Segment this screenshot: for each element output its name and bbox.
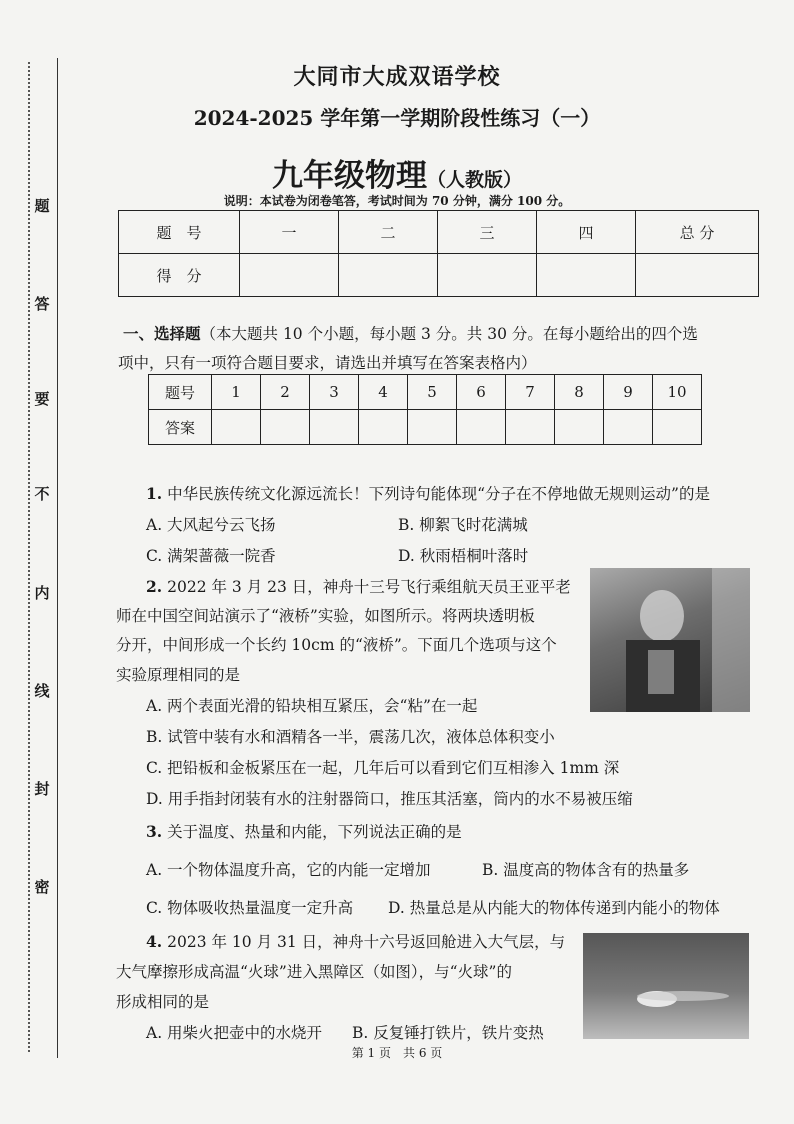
q2-line4: 实验原理相同的是 [116,666,241,684]
score-input-cell[interactable] [438,254,537,297]
answer-number: 10 [653,375,702,410]
answer-input-cell[interactable] [653,410,702,445]
q1-number: 1. [146,484,163,503]
edition-label: （人教版） [426,169,522,191]
q1-option-d: D. 秋雨梧桐叶落时 [398,547,529,565]
liquid-bridge-photo [590,568,750,712]
q3-option-b: B. 温度高的物体含有的热量多 [482,861,690,879]
q1-option-b: B. 柳絮飞时花满城 [398,516,528,534]
answer-header-label: 题号 [149,375,212,410]
q3-option-c: C. 物体吸收热量温度一定升高 [146,899,354,917]
q2-text: 2022 年 3 月 23 日，神舟十三号飞行乘组航天员王亚平老 [167,578,571,596]
section1-title: 一、选择题 [123,324,201,343]
seal-char: 线 [34,682,50,700]
section1-desc-line2: 项中，只有一项符合题目要求，请选出并填写在答案表格内） [118,354,537,372]
q1-option-a: A. 大风起兮云飞扬 [146,516,276,534]
reentry-capsule-photo [583,933,749,1039]
score-cell: 三 [438,211,537,254]
answer-number: 6 [457,375,506,410]
q2-option-a: A. 两个表面光滑的铅块相互紧压，会“粘”在一起 [146,697,478,715]
answer-input-cell[interactable] [555,410,604,445]
seal-char: 内 [34,584,50,602]
answer-input-cell[interactable] [604,410,653,445]
q4-line3: 形成相同的是 [116,993,210,1011]
seal-char: 不 [34,485,50,503]
q3-option-a: A. 一个物体温度升高，它的内能一定增加 [146,861,431,879]
score-table-score-row [119,254,759,297]
answer-table-number-row [149,375,702,410]
score-table [118,210,759,297]
score-cell: 总 分 [636,211,759,254]
answer-input-cell[interactable] [212,410,261,445]
q1-stem [146,482,710,504]
q1-option-c: C. 满架蔷薇一院香 [146,547,276,565]
q3-stem [146,820,462,842]
q2-line2: 师在中国空间站演示了“液桥”实验，如图所示。将两块透明板 [116,607,535,625]
answer-number: 5 [408,375,457,410]
answer-input-cell[interactable] [408,410,457,445]
answer-table-answer-row [149,410,702,445]
answer-number: 9 [604,375,653,410]
answer-number: 4 [359,375,408,410]
score-cell: 一 [240,211,339,254]
score-input-cell[interactable] [339,254,438,297]
seal-char: 密 [34,878,50,896]
liquid-bridge-illustration [590,568,750,712]
section1-desc: （本大题共 10 个小题，每小题 3 分。共 30 分。在每小题给出的四个选 [200,325,698,343]
score-cell: 四 [537,211,636,254]
q2-option-c: C. 把铅板和金板紧压在一起，几年后可以看到它们互相渗入 1mm 深 [146,759,620,777]
answer-label: 答案 [149,410,212,445]
q4-line1 [146,930,565,952]
q4-line2: 大气摩擦形成高温“火球”进入黑障区（如图），与“火球”的 [116,963,512,981]
seal-char: 要 [34,390,50,408]
q2-option-b: B. 试管中装有水和酒精各一半，震荡几次，液体总体积变小 [146,728,555,746]
seal-char: 答 [34,295,50,313]
q2-line3: 分开，中间形成一个长约 10cm 的“液桥”。下面几个选项与这个 [116,636,557,654]
page-footer: 第 1 页 共 6 页 [351,1046,443,1060]
answer-number: 8 [555,375,604,410]
answer-input-cell[interactable] [261,410,310,445]
school-name: 大同市大成双语学校 [293,64,501,90]
q3-text: 关于温度、热量和内能，下列说法正确的是 [167,823,462,841]
score-input-cell[interactable] [537,254,636,297]
answer-input-cell[interactable] [457,410,506,445]
score-input-cell[interactable] [636,254,759,297]
q4-number: 4. [146,932,163,951]
subject-name: 九年级物理 [271,158,427,194]
exam-term: 2024-2025 学年第一学期阶段性练习（一） [193,106,601,130]
q4-option-b: B. 反复锤打铁片，铁片变热 [352,1024,544,1042]
score-input-cell[interactable] [240,254,339,297]
answer-input-cell[interactable] [310,410,359,445]
section1-heading [123,322,698,344]
answer-number: 3 [310,375,359,410]
q2-line1 [146,575,571,597]
score-cell: 得 分 [119,254,240,297]
q3-number: 3. [146,822,163,841]
q3-option-d: D. 热量总是从内能大的物体传递到内能小的物体 [388,899,720,917]
score-cell: 题 号 [119,211,240,254]
answer-number: 1 [212,375,261,410]
q4-option-a: A. 用柴火把壶中的水烧开 [146,1024,323,1042]
q1-text: 中华民族传统文化源远流长！下列诗句能体现“分子在不停地做无规则运动”的是 [167,485,710,503]
score-cell: 二 [339,211,438,254]
q4-text: 2023 年 10 月 31 日，神舟十六号返回舱进入大气层，与 [167,933,566,951]
exam-note: 说明：本试卷为闭卷笔答，考试时间为 70 分钟，满分 100 分。 [223,194,571,208]
subject-title [0,150,794,195]
answer-input-cell[interactable] [506,410,555,445]
answer-number: 7 [506,375,555,410]
fireball-illustration [583,933,749,1039]
score-table-header-row [119,211,759,254]
answer-table [148,374,702,445]
answer-number: 2 [261,375,310,410]
q2-option-d: D. 用手指封闭装有水的注射器筒口，推压其活塞，筒内的水不易被压缩 [146,790,633,808]
answer-input-cell[interactable] [359,410,408,445]
q2-number: 2. [146,577,163,596]
seal-char: 题 [34,197,50,215]
seal-char: 封 [34,780,50,798]
